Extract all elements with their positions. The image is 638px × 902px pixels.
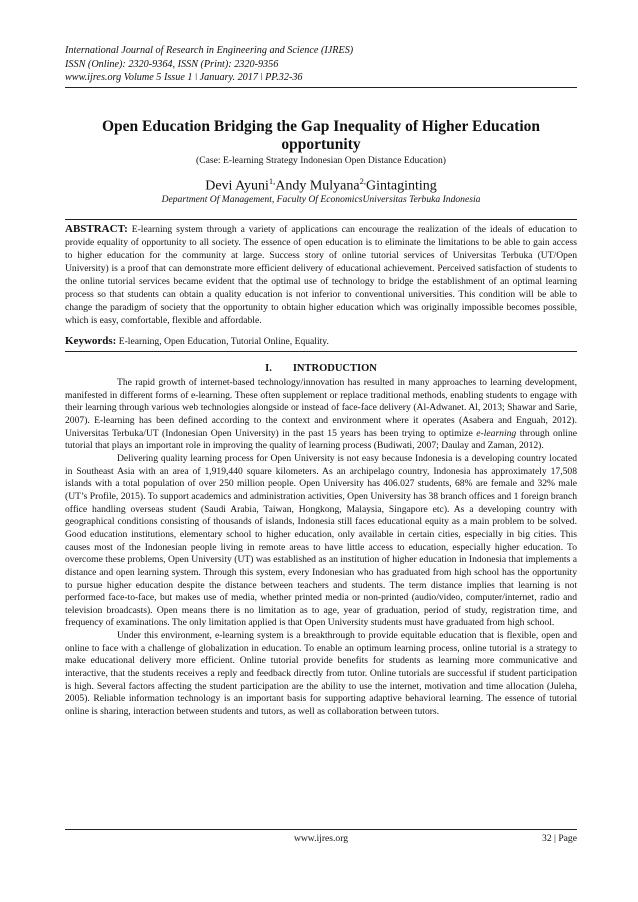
section-heading: I. INTRODUCTION: [265, 363, 377, 374]
footer-url: www.ijres.org: [293, 833, 349, 844]
paragraph-1-part-b: through online tutorial that plays an important role in improving the quality of learning process (Budiwati, 2007; Daulay and Zaman, 2012).: [65, 427, 578, 452]
keywords-label: Keywords:: [65, 335, 117, 347]
author-1-sup: 1,: [268, 176, 276, 186]
abstract-label: ABSTRACT:: [65, 223, 128, 235]
journal-header: [65, 44, 353, 85]
paragraph-1-part-a: The rapid growth of internet-based technology/innovation has resulted in many approaches to learning development, manifested in different forms of e-learning. These often supplement or replace traditional methods, enabling students to engage with their learning through various web technologies alongside or instead of face-face delivery (Al-Adwanet. Al, 2013; Shawar and Sarie, 2007). E-learning has been defined according to the context and environment where it operates (Asabera and Enguah, 2012). Universitas Terbuka/UT (Indonesian Open University) in the past 15 years has been trying to optimize: [65, 377, 577, 439]
header-rule: [65, 87, 577, 88]
keywords: [65, 335, 577, 347]
paragraph-3: Under this environment, e-learning system is a breakthrough to provide equitable education that is flexible, open and online to face with a challenge of globalization in education. To enable an optimum learning process, online tutorial is a strategy to make educational delivery more efficient. Online tutorial provide benefits for students as learning more communicative and interactive, that the students receives a reply and feedback directly from tutor. Online tutorials are successful if student participation is high. Several factors affecting the student participation are the ability to use the internet, motivation and time allocation (Juleha, 2005). Reliable information technology is an important basis for supporting adaptive behavioral learning. The essence of tutorial online is sharing, interaction between students and tutors, as well as collaboration between tutors.: [65, 630, 577, 718]
footer-rule: [65, 829, 577, 830]
keywords-text: E-learning, Open Education, Tutorial Online, Equality.: [116, 336, 329, 347]
abstract-bottom-rule: [65, 351, 577, 352]
paper-subtitle: (Case: E-learning Strategy Indonesian Open Distance Education): [196, 155, 446, 166]
paragraph-2: Delivering quality learning process for Open University is not easy because Indonesia is a developing country located in Southeast Asia with an area of 1,919,440 square kilometers. As an archipelago country, Indonesia has approximately 17,508 islands with a total population of over 250 million people. Open University has 406.027 students, 68% are female and 32% male (UT’s Profile, 2015). To support academics and administration activities, Open University has 38 branch offices and 1 foreign branch office handling overseas student (Saudi Arabia, Taiwan, Hongkong, Malaysia, Singapore etc). As a developing country with geographical conditions consisting of thousands of islands, Indonesia still faces educational equity as a main problem to be solved. Good education institutions, elementary school to higher education, only available in certain cities, especially in big cities. This causes most of the Indonesian people living in remote areas to have little access to education, especially higher education. To overcome these problems, Open University (UT) was established as an institution of higher education in Indonesia that implements a distance and open learning system. Through this system, every Indonesian who has graduated from high school has the opportunity to pursue higher education despite the distance between teachers and students. The term distance implies that learning is not performed face-to-face, but makes use of media, whether printed media or non-printed (audio/video, computer/internet, radio and television broadcasts). Open means there is no limitation as to age, year of graduation, period of study, registration time, and frequency of examinations. The only limitation applied is that Open University students must have graduated from high school.: [65, 452, 577, 629]
paragraph-1: [65, 377, 577, 453]
body-text: [65, 377, 577, 719]
author-2: Andy Mulyana: [275, 178, 360, 194]
page-number: 32 | Page: [542, 833, 577, 844]
paper-title: Open Education Bridging the Gap Inequality of Higher Education opportunity: [101, 118, 541, 153]
abstract-text: E-learning system through a variety of applications can encourage the realization of the ideals of education to provide equality of opportunity to all society. The essence of open education is to eliminate the limitations to be able to gain access to higher education for the community at large. Success story of online tutorial services of Universitas Terbuka (UT/Open University) is a proof that can demonstrate more efficient delivery of educational achievement. Perceived satisfaction of students to the online tutorial services became evident that the optimal use of technology to bridge the establishment of an optimal learning process so that students can obtain a quality education is not inferior to conventional universities. This condition will be able to change the paradigm of society that the opportunity to obtain higher education which was originally impossible becomes possible, which is easy, comfortable, flexible and affordable.: [65, 224, 577, 327]
journal-name: International Journal of Research in Engineering and Science (IJRES): [65, 45, 354, 56]
abstract-top-rule: [65, 219, 577, 220]
author-3: Gintaginting: [366, 178, 437, 194]
author-2-sup: 2,: [359, 176, 366, 186]
journal-volume: www.ijres.org Volume 5 Issue 1 ǀ January. 2017 ǀ PP.32-36: [65, 72, 303, 84]
author-list: [65, 173, 577, 195]
abstract: [65, 223, 577, 327]
journal-issn: ISSN (Online): 2320-9364, ISSN (Print): 2320-9356: [65, 58, 279, 70]
author-1: Devi Ayuni: [205, 178, 269, 194]
paragraph-1-emphasis: e-learning: [476, 427, 517, 439]
author-affiliation: Department Of Management, Faculty Of EconomicsUniversitas Terbuka Indonesia: [161, 194, 481, 205]
